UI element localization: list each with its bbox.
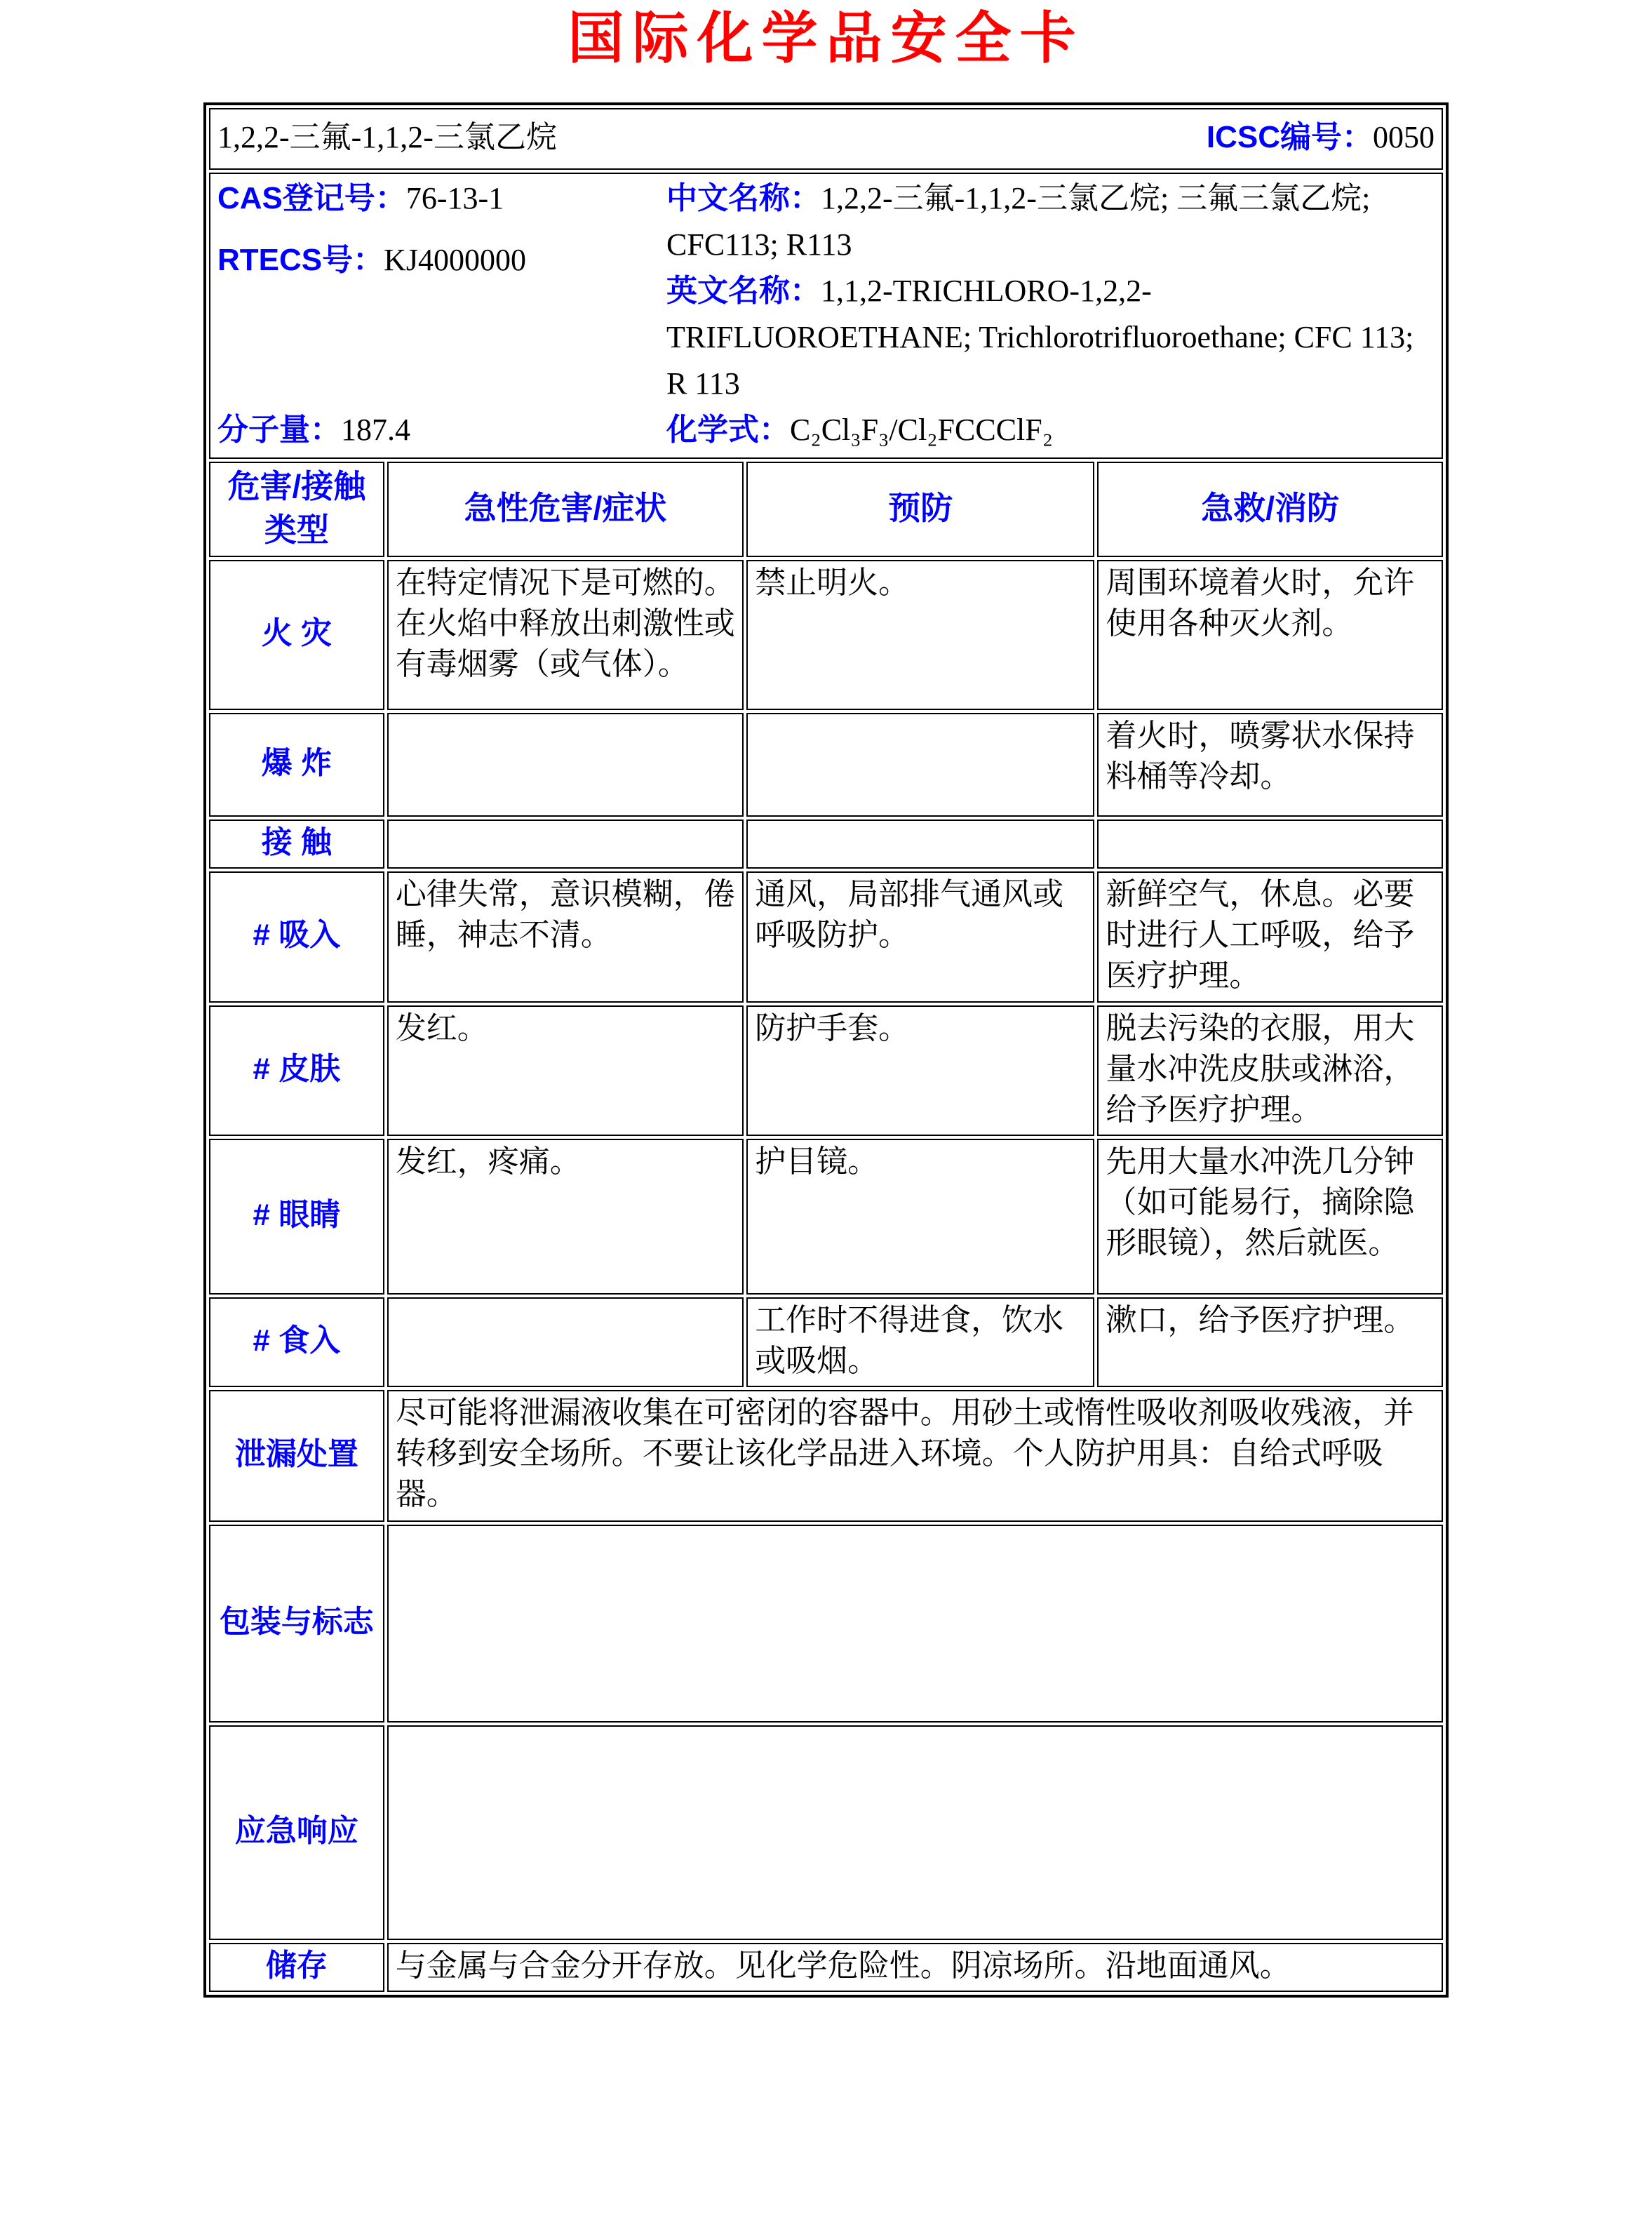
icsc-number-value: 0050	[1373, 119, 1435, 154]
row-label-ingestion: # 食入	[209, 1297, 384, 1387]
molecular-weight-value: 187.4	[341, 413, 410, 447]
icsc-number-label: ICSC编号：	[1206, 119, 1373, 154]
row-label-storage: 储存	[209, 1943, 384, 1992]
fire-first-aid: 周围环境着火时，允许使用各种灭火剂。	[1097, 560, 1443, 710]
icsc-card-table	[203, 102, 1449, 1998]
rtecs-value: KJ4000000	[384, 243, 527, 277]
ingestion-first-aid: 漱口，给予医疗护理。	[1097, 1297, 1443, 1387]
ingestion-symptoms	[387, 1297, 744, 1387]
emergency-response-content	[387, 1725, 1443, 1940]
hazard-header-row	[209, 462, 1443, 557]
inhalation-first-aid: 新鲜空气，休息。必要时进行人工呼吸，给予医疗护理。	[1097, 871, 1443, 1002]
row-label-inhalation: # 吸入	[209, 871, 384, 1002]
column-header-symptoms: 急性危害/症状	[387, 462, 744, 557]
page-title: 国际化学品安全卡	[568, 5, 1084, 71]
identity-cell	[209, 173, 1443, 459]
fire-prevention: 禁止明火。	[746, 560, 1094, 710]
explosion-first-aid: 着火时，喷雾状水保持料桶等冷却。	[1097, 713, 1443, 817]
chinese-name-label: 中文名称：	[666, 181, 821, 215]
inhalation-symptoms: 心律失常，意识模糊，倦睡，神志不清。	[387, 871, 744, 1002]
contact-prevention	[746, 820, 1094, 869]
eyes-first-aid: 先用大量水冲洗几分钟（如可能易行，摘除隐形眼镜），然后就医。	[1097, 1139, 1443, 1295]
inhalation-prevention: 通风，局部排气通风或呼吸防护。	[746, 871, 1094, 1002]
ingestion-prevention: 工作时不得进食，饮水或吸烟。	[746, 1297, 1094, 1387]
molecular-weight-label: 分子量：	[217, 413, 341, 447]
identity-right-column	[666, 175, 1435, 453]
identity-row	[209, 173, 1443, 459]
identity-left-column	[217, 175, 666, 453]
english-name	[666, 268, 1435, 407]
fire-symptoms: 在特定情况下是可燃的。在火焰中释放出刺激性或有毒烟雾（或气体）。	[387, 560, 744, 710]
hazard-row-ingestion	[209, 1297, 1443, 1387]
cas-number	[217, 175, 666, 222]
contact-first-aid	[1097, 820, 1443, 869]
english-name-label: 英文名称：	[666, 274, 821, 308]
hazard-row-fire	[209, 560, 1443, 710]
row-label-emergency-response: 应急响应	[209, 1725, 384, 1940]
english-name-value: 1,1,2-TRICHLORO-1,2,2-TRIFLUOROETHANE; Trichlorotrifluoroethane; CFC 113; R 113	[666, 274, 1414, 401]
row-storage	[209, 1943, 1443, 1992]
rtecs-number	[217, 237, 666, 283]
substance-header-row	[209, 108, 1443, 170]
chinese-name-value: 1,2,2-三氟-1,1,2-三氯乙烷; 三氟三氯乙烷; CFC113; R113	[666, 181, 1371, 262]
skin-first-aid: 脱去污染的衣服，用大量水冲洗皮肤或淋浴，给予医疗护理。	[1097, 1005, 1443, 1136]
chinese-name	[666, 175, 1435, 268]
row-spill-disposal	[209, 1390, 1443, 1522]
row-label-packaging-labelling: 包装与标志	[209, 1525, 384, 1723]
column-header-prevention: 预防	[746, 462, 1094, 557]
molecular-weight	[217, 407, 666, 453]
storage-content: 与金属与合金分开存放。见化学危险性。阴凉场所。沿地面通风。	[387, 1943, 1443, 1992]
explosion-prevention	[746, 713, 1094, 817]
rtecs-label: RTECS号：	[217, 243, 384, 277]
explosion-symptoms	[387, 713, 744, 817]
hazard-row-explosion	[209, 713, 1443, 817]
eyes-prevention: 护目镜。	[746, 1139, 1094, 1295]
contact-symptoms	[387, 820, 744, 869]
row-label-contact: 接 触	[209, 820, 384, 869]
chemical-formula-value: C₂Cl₃F₃/Cl₂FCCClF₂	[790, 413, 1054, 447]
row-label-fire: 火 灾	[209, 560, 384, 710]
skin-prevention: 防护手套。	[746, 1005, 1094, 1136]
icsc-number	[1207, 117, 1435, 158]
column-header-first-aid: 急救/消防	[1097, 462, 1443, 557]
substance-name: 1,2,2-三氟-1,1,2-三氯乙烷	[217, 119, 557, 154]
row-label-explosion: 爆 炸	[209, 713, 384, 817]
column-header-hazard-type: 危害/接触类型	[209, 462, 384, 557]
spill-disposal-content: 尽可能将泄漏液收集在可密闭的容器中。用砂土或惰性吸收剂吸收残液，并转移到安全场所。不要让该化学品进入环境。个人防护用具：自给式呼吸器。	[387, 1390, 1443, 1522]
packaging-labelling-content	[387, 1525, 1443, 1723]
hazard-row-eyes	[209, 1139, 1443, 1295]
row-label-spill-disposal: 泄漏处置	[209, 1390, 384, 1522]
hazard-row-contact	[209, 820, 1443, 869]
substance-header-cell	[209, 108, 1443, 170]
chemical-formula	[666, 407, 1435, 453]
hazard-row-skin	[209, 1005, 1443, 1136]
row-label-eyes: # 眼睛	[209, 1139, 384, 1295]
eyes-symptoms: 发红，疼痛。	[387, 1139, 744, 1295]
cas-value: 76-13-1	[405, 181, 504, 215]
chemical-formula-label: 化学式：	[666, 413, 790, 447]
hazard-row-inhalation	[209, 871, 1443, 1002]
row-packaging-labelling	[209, 1525, 1443, 1723]
row-emergency-response	[209, 1725, 1443, 1940]
cas-label: CAS登记号：	[217, 181, 406, 215]
skin-symptoms: 发红。	[387, 1005, 744, 1136]
row-label-skin: # 皮肤	[209, 1005, 384, 1136]
